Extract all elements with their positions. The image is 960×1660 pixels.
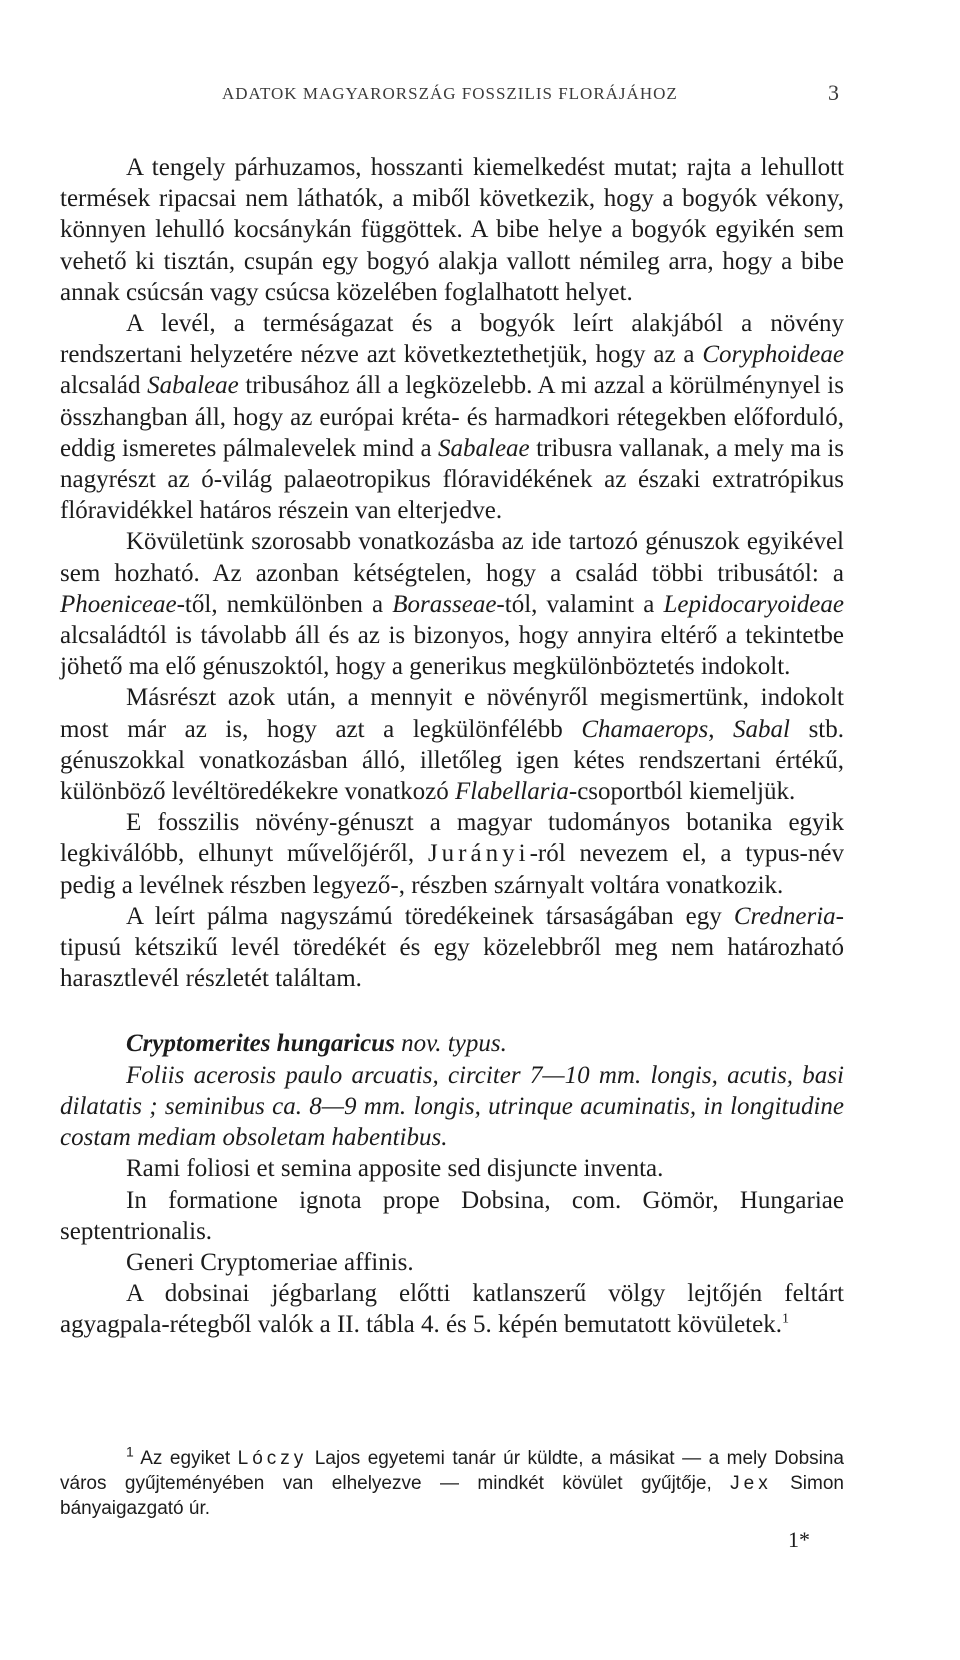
spaced-name: Lóczy	[237, 1448, 308, 1469]
italic-term: Lepidocaryoideae	[663, 590, 844, 618]
footnote-number: 1	[126, 1443, 134, 1460]
italic-term: Sabaleae	[147, 372, 239, 400]
main-text	[60, 152, 844, 1341]
text: -tól, valamint a	[496, 590, 664, 618]
italic-term: Phoeniceae	[60, 590, 177, 618]
text: A levél, a terméságazat és a bogyók leírt alakjából a növény rendszertani helyzetére nézve azt következtethetjük, hogy az a	[60, 310, 844, 369]
latin-line: In formatione ignota prope Dobsina, com. Gömör, Hungariae septentrionalis.	[60, 1186, 844, 1245]
text: tribusra vallanak, a mely ma is nagyrészt az ó-világ palaeotropikus flóravidékének az északi extratrópikus flóravidékkel határos részein van elterjedve.	[60, 434, 844, 525]
italic-term: Credneria	[733, 902, 836, 930]
paragraph-axis	[60, 152, 844, 308]
species-name: Cryptomerites hungaricus	[126, 1030, 395, 1058]
italic-term: Borasseae	[392, 590, 497, 618]
italic-term: Sabaleae	[438, 434, 530, 462]
species-heading	[60, 1028, 844, 1059]
paragraph-separation	[60, 682, 844, 807]
text: Másrészt azok után, a mennyit e növényről megismertünk, indokolt most már az is, hogy azt a legkülönfélébb	[60, 684, 844, 743]
footnote	[60, 1443, 844, 1521]
italic-term: Coryphoideae	[702, 341, 844, 369]
text: ,	[708, 715, 734, 743]
paragraph-companions	[60, 901, 844, 995]
paragraph-comparison	[60, 526, 844, 682]
spaced-name: Jurányi	[427, 840, 530, 868]
sheet-signature: 1*	[788, 1527, 810, 1552]
text: Az egyiket	[133, 1448, 238, 1469]
species-status: nov. typus.	[394, 1030, 507, 1058]
text: E fosszilis növény-génuszt a magyar tudományos botanika egyik legkiválóbb, elhunyt művelőjéről,	[60, 809, 844, 868]
text: Simon bányaigazgató úr.	[60, 1473, 844, 1519]
running-title: ADATOK MAGYARORSZÁG FOSSZILIS FLORÁJÁHOZ	[222, 84, 678, 103]
text: A leírt pálma nagyszámú töredékeinek társaságában egy	[126, 902, 734, 930]
text: alcsaládtól is távolabb áll és az is bizonyos, hogy annyira eltérő a tekintetbe jöhető ma elő génuszoktól, hogy a generikus megkülönböztetés indokolt.	[60, 622, 844, 681]
page-number: 3	[828, 80, 839, 105]
spaced-name: Jex	[730, 1473, 772, 1494]
italic-term: Flabellaria	[455, 778, 569, 806]
text: Lajos egyetemi tanár úr küldte, a másikat — a mely Dobsina város gyűjteményében van elhelyezve — mindkét kövület gyűjtője,	[60, 1448, 844, 1494]
text: Kövületünk szorosabb vonatkozásba az ide tartozó génuszok egyikével sem hozható. Az azonban kétségtelen, hogy a család többi tribusától: a	[60, 528, 844, 587]
footnote-block	[60, 1443, 844, 1521]
text: -csoportból kiemeljük.	[568, 778, 796, 806]
paragraph-taxonomy	[60, 308, 844, 526]
text: A tengely párhuzamos, hosszanti kiemelkedést mutat; rajta a lehullott termések ripacsai nem láthatók, a miből következik, hogy a bogyók vékony, könnyen lehulló kocsánykán függöttek. A bibe helye a bogyók egyikén sem vehető ki tisztán, csupán egy bogyó alakja vallott némileg arra, hogy a bibe annak csúcsán vagy csúcsa közelében foglalhatott helyet.	[60, 154, 844, 306]
footnote-marker: 1	[781, 1311, 789, 1327]
text: -tipusú kétszikű levél töredékét és egy közelebbről meg nem határozható harasztlevél részletét találtam.	[60, 902, 844, 993]
paragraph-locality	[60, 1278, 844, 1340]
diagnosis-text: Foliis acerosis paulo arcuatis, circiter 7—10 mm. longis, acutis, basi dilatatis ; seminibus ca. 8—9 mm. longis, utrinque acuminatis, in longitudine costam mediam obsoletam habentibus.	[60, 1061, 844, 1152]
text: A dobsinai jégbarlang előtti katlanszerű völgy lejtőjén feltárt agyagpala-rétegből valók a II. tábla 4. és 5. képén bemutatott kövületek.	[60, 1280, 844, 1339]
italic-term: Sabal	[733, 715, 790, 743]
paragraph-naming	[60, 807, 844, 901]
text: tribusához áll a legközelebb. A mi azzal a körülménynyel is összhangban áll, hogy az európai kréta- és harmadkori rétegekben előforduló, eddig ismeretes pálmalevelek mind a	[60, 372, 844, 462]
latin-line: Generi Cryptomeriae affinis.	[126, 1248, 414, 1276]
latin-diagnosis	[60, 1060, 844, 1154]
italic-term: Chamaerops	[581, 715, 709, 743]
text: -től, nemkülönben a	[176, 590, 393, 618]
text: -ról nevezem el, a typus-név pedig a levélnek részben legyező-, részben szárnyalt voltára vonatkozik.	[60, 840, 844, 899]
latin-line: Rami foliosi et semina apposite sed disjuncte inventa.	[126, 1155, 664, 1183]
section-gap	[60, 994, 844, 1028]
text: alcsalád	[60, 372, 148, 400]
text: stb. génuszokkal vonatkozásban álló, illetőleg igen kétes rendszertani értékű, különböző levéltöredékekre vonatkozó	[60, 715, 844, 806]
